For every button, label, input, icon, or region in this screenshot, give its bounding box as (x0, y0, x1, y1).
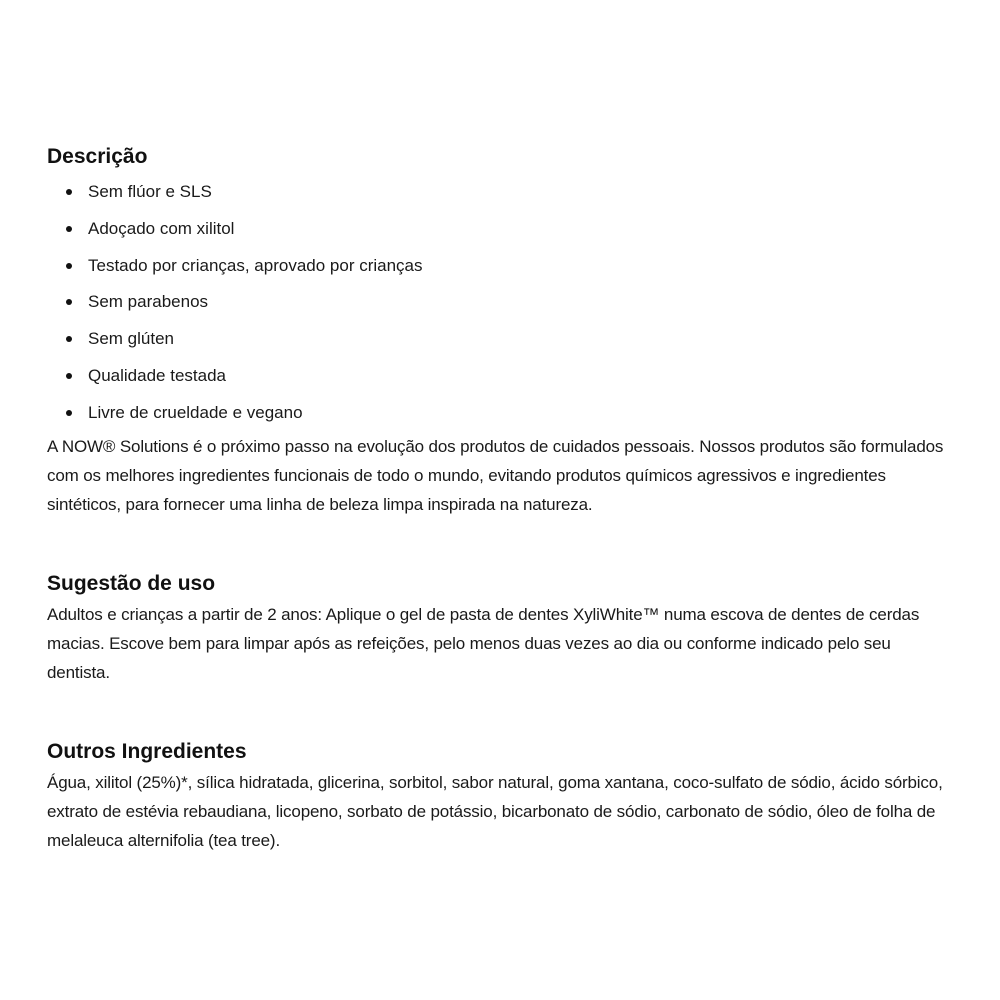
bullet-item: Sem parabenos (47, 284, 952, 321)
description-heading: Descrição (47, 145, 148, 168)
usage-heading: Sugestão de uso (47, 571, 216, 595)
usage-paragraph: Adultos e crianças a partir de 2 anos: Aplique o gel de pasta de dentes XyliWhite™ numa escova de dentes de cerdas macias. Escove bem para limpar após as refeições, pelo menos duas vezes ao dia ou conforme indicado pelo seu dentista. (47, 604, 920, 682)
usage-section (47, 567, 952, 687)
product-details (47, 140, 952, 855)
description-paragraph: A NOW® Solutions é o próximo passo na evolução dos produtos de cuidados pessoais. Nossos produtos são formulados com os melhores ingredientes funcionais de todo o mundo, evitando produtos químicos agressivos e ingredientes sintéticos, para fornecer uma linha de beleza limpa inspirada na natureza. (47, 436, 944, 514)
ingredients-paragraph: Água, xilitol (25%)*, sílica hidratada, glicerina, sorbitol, sabor natural, goma xantana, coco-sulfato de sódio, ácido sórbico, extrato de estévia rebaudiana, licopeno, sorbato de potássio, bicarbonato de sódio, carbonato de sódio, óleo de folha de melaleuca alternifolia (tea tree). (47, 772, 943, 850)
ingredients-section (47, 735, 952, 855)
bullet-item: Qualidade testada (47, 358, 952, 395)
description-section (47, 140, 952, 519)
bullet-item: Livre de crueldade e vegano (47, 395, 952, 432)
bullet-item: Sem flúor e SLS (47, 174, 952, 211)
description-bullet-list (47, 174, 952, 432)
bullet-item: Testado por crianças, aprovado por crianças (47, 248, 952, 285)
bullet-item: Adoçado com xilitol (47, 211, 952, 248)
bullet-item: Sem glúten (47, 321, 952, 358)
ingredients-heading: Outros Ingredientes (47, 739, 247, 763)
